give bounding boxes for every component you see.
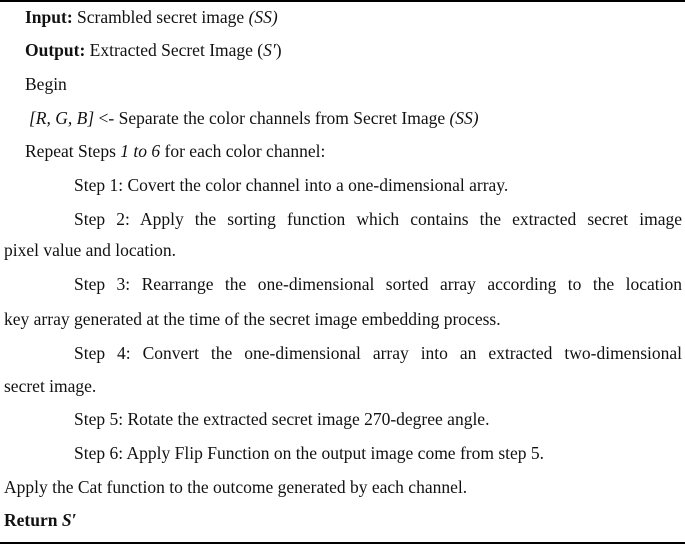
- repeat-line: [25, 140, 325, 162]
- return-symbol: S′: [61, 510, 77, 530]
- step-2-continuation: pixel value and location.: [4, 240, 177, 260]
- cat-line: Apply the Cat function to the outcome generated by each channel.: [4, 477, 468, 497]
- separate-ref: (SS): [449, 108, 479, 128]
- output-close: ): [275, 40, 282, 60]
- separate-vars: [R, G, B]: [29, 108, 95, 128]
- output-text: Extracted Secret Image (: [89, 40, 264, 60]
- step-1: Step 1: Covert the color channel into a one-dimensional array.: [74, 175, 509, 195]
- input-text: Scrambled secret image: [77, 7, 245, 27]
- return-line: [4, 509, 77, 531]
- input-ref: (SS): [248, 7, 278, 27]
- repeat-range: 1 to 6: [120, 141, 161, 161]
- step-3-continuation: key array generated at the time of the secret image embedding process.: [4, 309, 501, 329]
- separate-text: <- Separate the color channels from Secret Image: [94, 108, 450, 128]
- repeat-post: for each color channel:: [160, 141, 326, 161]
- output-symbol: S′: [263, 40, 276, 60]
- step-5: Step 5: Rotate the extracted secret image 270-degree angle.: [74, 409, 490, 429]
- input-line: [25, 6, 278, 28]
- return-label: Return: [4, 510, 58, 530]
- step-2: Step 2: Apply the sorting function which contains the extracted secret image: [74, 209, 682, 229]
- step-4: Step 4: Convert the one-dimensional array into an extracted two-dimensional: [74, 343, 682, 363]
- output-label: Output:: [25, 40, 86, 60]
- step-6: Step 6: Apply Flip Function on the output image come from step 5.: [74, 443, 545, 463]
- output-line: [25, 39, 282, 61]
- input-label: Input:: [25, 7, 73, 27]
- step-3: Step 3: Rearrange the one-dimensional sorted array according to the location: [74, 274, 682, 294]
- separate-line: [29, 107, 479, 129]
- step-4-continuation: secret image.: [4, 376, 97, 396]
- begin-line: Begin: [25, 74, 67, 94]
- repeat-pre: Repeat Steps: [25, 141, 121, 161]
